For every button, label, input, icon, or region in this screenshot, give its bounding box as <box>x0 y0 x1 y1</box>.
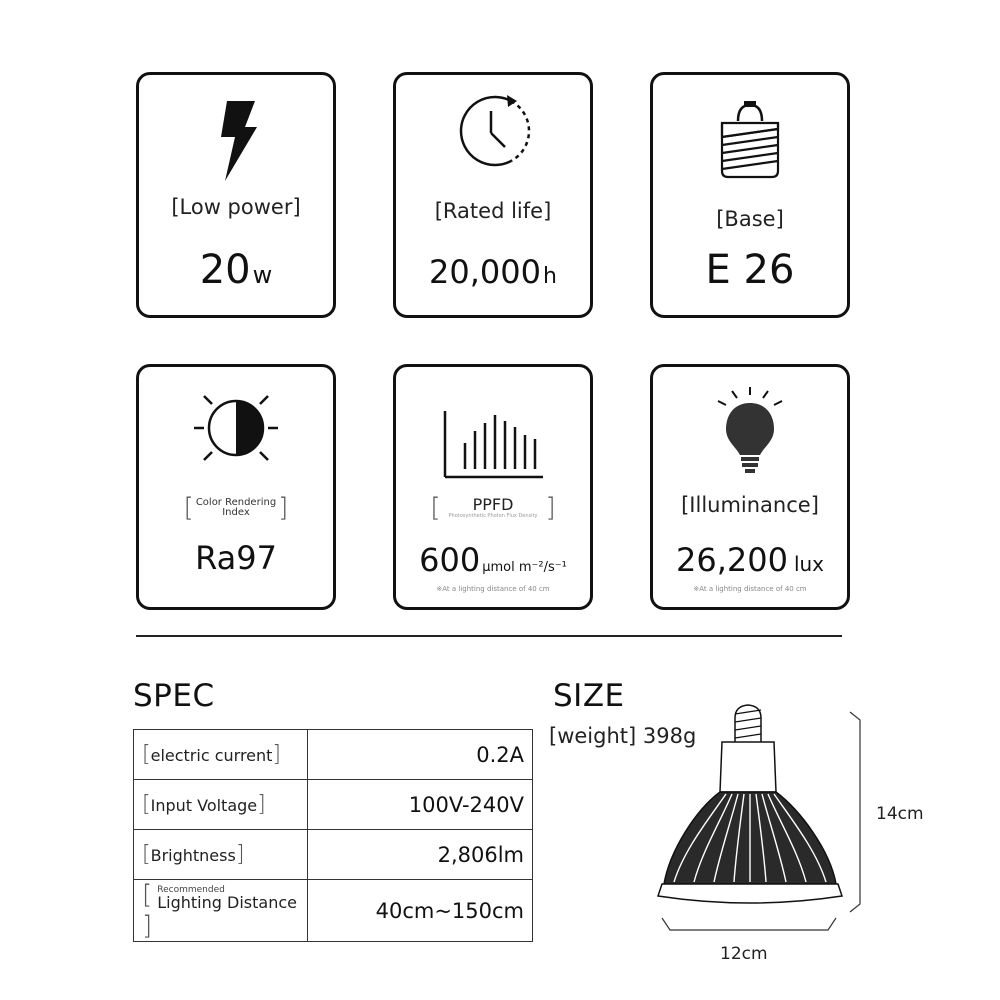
spec-key: [Brightness] <box>134 830 308 880</box>
spec-title: SPEC <box>133 678 215 714</box>
spec-key: [ Recommended Lighting Distance ] <box>134 880 308 942</box>
table-row <box>134 780 533 830</box>
card-illuminance <box>650 364 850 610</box>
card-value: 26,200 lux <box>675 541 825 579</box>
card-value: 20,000h <box>429 253 557 291</box>
card-note: ※At a lighting distance of 40 cm <box>693 585 807 593</box>
table-row <box>134 830 533 880</box>
card-value: 20w <box>199 247 273 293</box>
card-value: 600 μmol m⁻²/s⁻¹ <box>419 541 567 579</box>
card-rated-life <box>393 72 593 318</box>
card-ppfd <box>393 364 593 610</box>
table-row <box>134 730 533 780</box>
card-label: [ Color Rendering Index ] <box>183 493 289 523</box>
spec-key: [Input Voltage] <box>134 780 308 830</box>
width-dimension: 12cm <box>720 944 768 964</box>
screw-base-icon <box>653 99 847 181</box>
spec-key: [electric current] <box>134 730 308 780</box>
card-label: [Illuminance] <box>681 493 819 517</box>
size-title: SIZE <box>553 678 625 714</box>
spec-value: 40cm~150cm <box>308 880 533 942</box>
spec-value: 0.2A <box>308 730 533 780</box>
height-dimension: 14cm <box>876 804 924 824</box>
table-row <box>134 880 533 942</box>
card-color-rendering <box>136 364 336 610</box>
spec-value: 2,806lm <box>308 830 533 880</box>
section-divider <box>136 635 842 637</box>
half-sun-icon <box>139 387 333 469</box>
card-base <box>650 72 850 318</box>
spec-table <box>133 729 533 942</box>
light-bulb-icon <box>653 385 847 475</box>
lightning-bolt-icon <box>139 99 333 183</box>
spectrum-bars-icon <box>396 409 590 479</box>
card-value: Ra97 <box>195 539 277 577</box>
spec-value: 100V-240V <box>308 780 533 830</box>
card-label: [Rated life] <box>434 199 552 223</box>
card-label: [Base] <box>716 207 784 231</box>
clock-icon <box>396 89 590 173</box>
weight-label: [weight] 398g <box>549 724 697 748</box>
par-bulb-drawing <box>650 700 870 940</box>
card-value: E 26 <box>705 247 795 293</box>
card-note: ※At a lighting distance of 40 cm <box>436 585 550 593</box>
card-label: [Low power] <box>171 195 301 219</box>
card-label: [ PPFD Photosynthetic Photon Flux Density ] <box>430 493 556 523</box>
card-low-power <box>136 72 336 318</box>
